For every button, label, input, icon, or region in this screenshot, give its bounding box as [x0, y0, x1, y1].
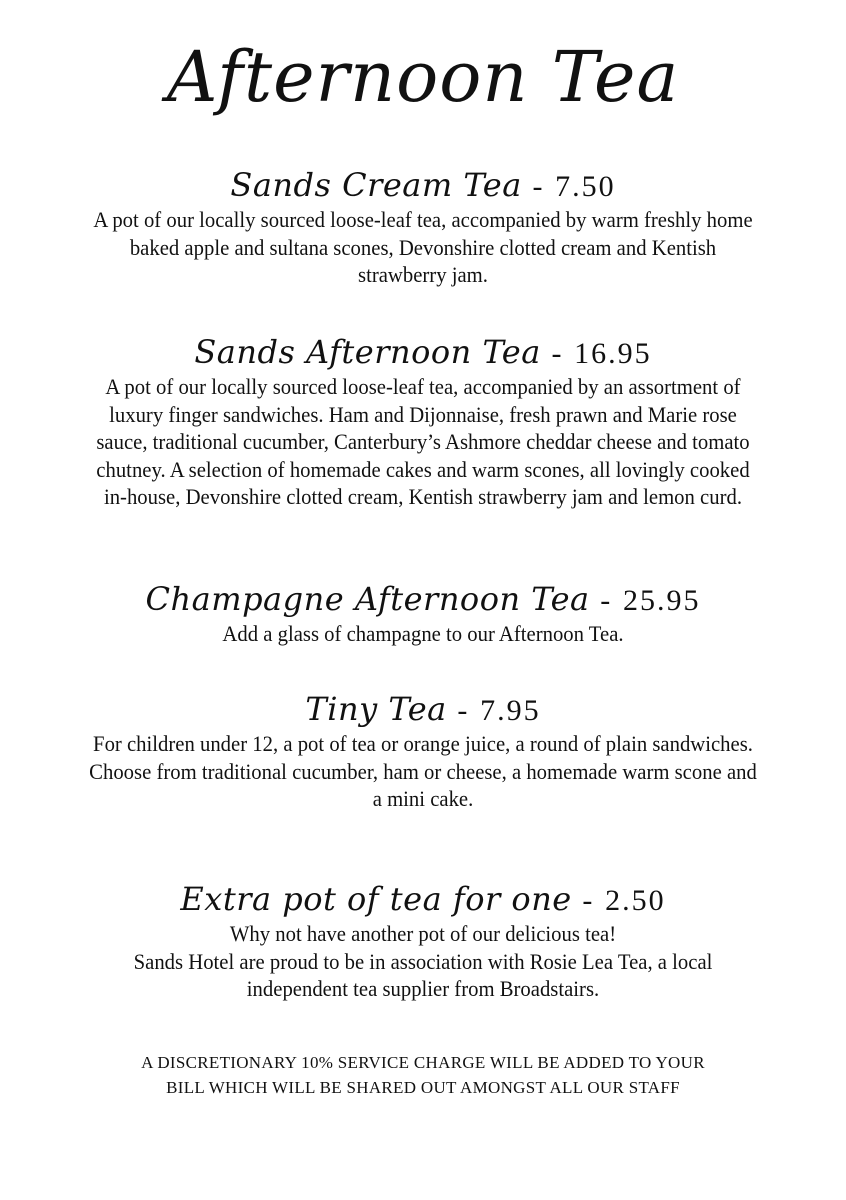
menu-item-separator: - [551, 337, 564, 370]
menu-item-name: Sands Cream Tea [230, 166, 522, 204]
menu-item-heading [60, 690, 786, 730]
menu-item-description [89, 730, 757, 813]
menu-item-sands-cream-tea [60, 166, 786, 289]
menu-item-extra-pot-of-tea [60, 880, 786, 1003]
menu-item-name: Extra pot of tea for one [180, 880, 572, 918]
menu-item-sands-afternoon-tea [60, 333, 786, 511]
menu-item-price: 2.50 [605, 884, 666, 917]
page-title: Afternoon Tea [166, 36, 680, 118]
description-paragraph: A pot of our locally sourced loose-leaf tea, accompanied by an assortment of luxury finger sandwiches. Ham and Dijonnaise, fresh prawn and Marie rose sauce, traditional cucumber, Canterbury’s Ashmore cheddar cheese and tomato chutney. A selection of homemade cakes and warm scones, all lovingly cooked in-house, Devonshire clotted cream, Kentish strawberry jam and lemon curd. [96, 374, 750, 509]
service-charge-notice [0, 1050, 846, 1100]
description-paragraph: Why not have another pot of our delicious tea! [229, 921, 617, 946]
description-paragraph: A pot of our locally sourced loose-leaf tea, accompanied by warm freshly home baked apple and sultana scones, Devonshire clotted cream and Kentish strawberry jam. [93, 207, 753, 287]
notice-line-1: A DISCRETIONARY 10% SERVICE CHARGE WILL BE ADDED TO YOUR [141, 1053, 705, 1072]
menu-item-description [89, 373, 757, 511]
menu-item-description [89, 920, 757, 1003]
menu-item-heading [60, 333, 786, 373]
menu-item-price: 16.95 [574, 337, 652, 370]
menu-item-separator: - [600, 584, 613, 617]
menu-item-heading [60, 580, 786, 620]
description-paragraph: For children under 12, a pot of tea or orange juice, a round of plain sandwiches. [93, 731, 753, 756]
menu-item-name: Tiny Tea [305, 690, 447, 728]
menu-item-price: 7.50 [555, 170, 616, 203]
description-paragraph: Sands Hotel are proud to be in association with Rosie Lea Tea, a local independent tea supplier from Broadstairs. [133, 948, 713, 1001]
description-paragraph: Add a glass of champagne to our Afternoon Tea. [222, 621, 624, 646]
menu-item-description [89, 620, 757, 648]
menu-item-name: Champagne Afternoon Tea [145, 580, 590, 618]
menu-item-champagne-afternoon-tea [60, 580, 786, 648]
menu-item-separator: - [582, 884, 595, 917]
menu-item-description [89, 206, 757, 289]
menu-item-name: Sands Afternoon Tea [194, 333, 541, 371]
menu-item-tiny-tea [60, 690, 786, 813]
menu-item-price: 25.95 [622, 584, 701, 617]
menu-item-separator: - [532, 170, 545, 203]
description-paragraph: Choose from traditional cucumber, ham or cheese, a homemade warm scone and a mini cake. [89, 758, 757, 811]
notice-line-2: BILL WHICH WILL BE SHARED OUT AMONGST ALL OUR STAFF [166, 1078, 680, 1097]
menu-item-heading [60, 166, 786, 206]
menu-item-heading [60, 880, 786, 920]
menu-item-price: 7.95 [480, 694, 541, 727]
menu-item-separator: - [457, 694, 470, 727]
